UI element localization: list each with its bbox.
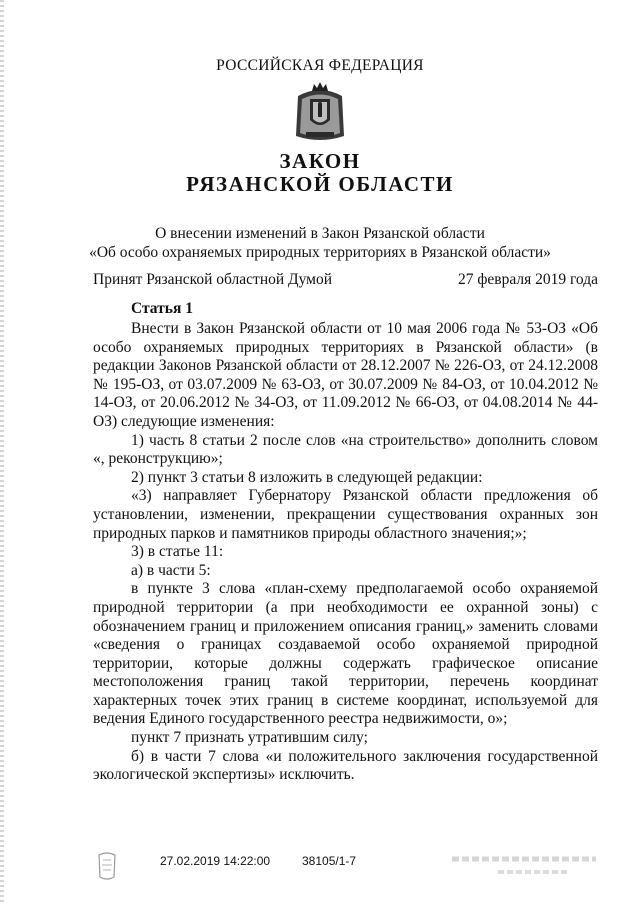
- article-paragraph: 2) пункт 3 статьи 8 изложить в следующей редакции:: [131, 468, 483, 486]
- adopted-by: Принят Рязанской областной Думой: [93, 271, 333, 288]
- title-line-1: ЗАКОН: [279, 149, 361, 173]
- article-paragraph: б) в части 7 слова «и положительного заключения государственной экологической экспертизы» исключить.: [93, 747, 598, 784]
- scan-edge: [0, 0, 4, 905]
- article-paragraph: 3) в статье 11:: [131, 543, 224, 561]
- country-header: РОССИЙСКАЯ ФЕДЕРАЦИЯ: [216, 57, 424, 74]
- article-paragraph: пункт 7 признать утратившим силу;: [131, 729, 368, 747]
- registration-number: 38105/1-7: [302, 854, 357, 868]
- article-heading: Статья 1: [131, 300, 193, 317]
- article-paragraph: «3) направляет Губернатору Рязанской области предложения об установлении, изменении, прекращении существования охранных зон природных парков и памятников природы областного значения;»;: [93, 487, 598, 542]
- registration-stamp-icon: [96, 851, 118, 881]
- ryazan-coat-of-arms-icon: [294, 82, 346, 144]
- article-paragraph: в пункте 3 слова «план-схему предполагаемой особо охраняемой природной территории (а при необходимости ее охранной зоны) с обозначением границ и приложением описания границ,» заменить словами «сведения о границах создаваемой особо охраняемой природной территории, которые должны содержать графическое описание местоположения границ такой территории, перечень координат характерных точек этих границ в системе координат, используемой для ведения Единого государственного реестра недвижимости, о»;: [93, 580, 598, 728]
- footer: [0, 851, 640, 891]
- article-paragraph: а) в части 5:: [131, 561, 211, 579]
- article-paragraph: 1) часть 8 статьи 2 после слов «на строительство» дополнить словом «, реконструкцию»;: [93, 431, 598, 468]
- article-body: [93, 320, 598, 785]
- adoption-line: [93, 271, 598, 289]
- subject-line-2: «Об особо охраняемых природных территориях в Рязанской области»: [89, 244, 551, 261]
- article-paragraph: Внести в Закон Рязанской области от 10 мая 2006 года № 53-ОЗ «Об особо охраняемых природных территориях в Рязанской области» (в редакции Законов Рязанской области от 28.12.2007 № 226-ОЗ, от 24.12.2008 № 195-ОЗ, от 03.07.2009 № 63-ОЗ, от 30.07.2009 № 84-ОЗ, от 10.04.2012 № 14-ОЗ, от 20.06.2012 № 34-ОЗ, от 11.09.2012 № 66-ОЗ, от 04.08.2014 № 44-ОЗ) следующие изменения:: [93, 320, 598, 430]
- subject-line-1: О внесении изменений в Закон Рязанской области: [155, 225, 485, 242]
- registration-datetime: 27.02.2019 14:22:00: [160, 854, 271, 868]
- title-line-2: РЯЗАНСКОЙ ОБЛАСТИ: [186, 172, 454, 196]
- adoption-date: 27 февраля 2019 года: [457, 271, 598, 288]
- watermark-stamp-icon: [448, 851, 600, 879]
- law-subject: [0, 224, 640, 262]
- document-title: [0, 150, 640, 196]
